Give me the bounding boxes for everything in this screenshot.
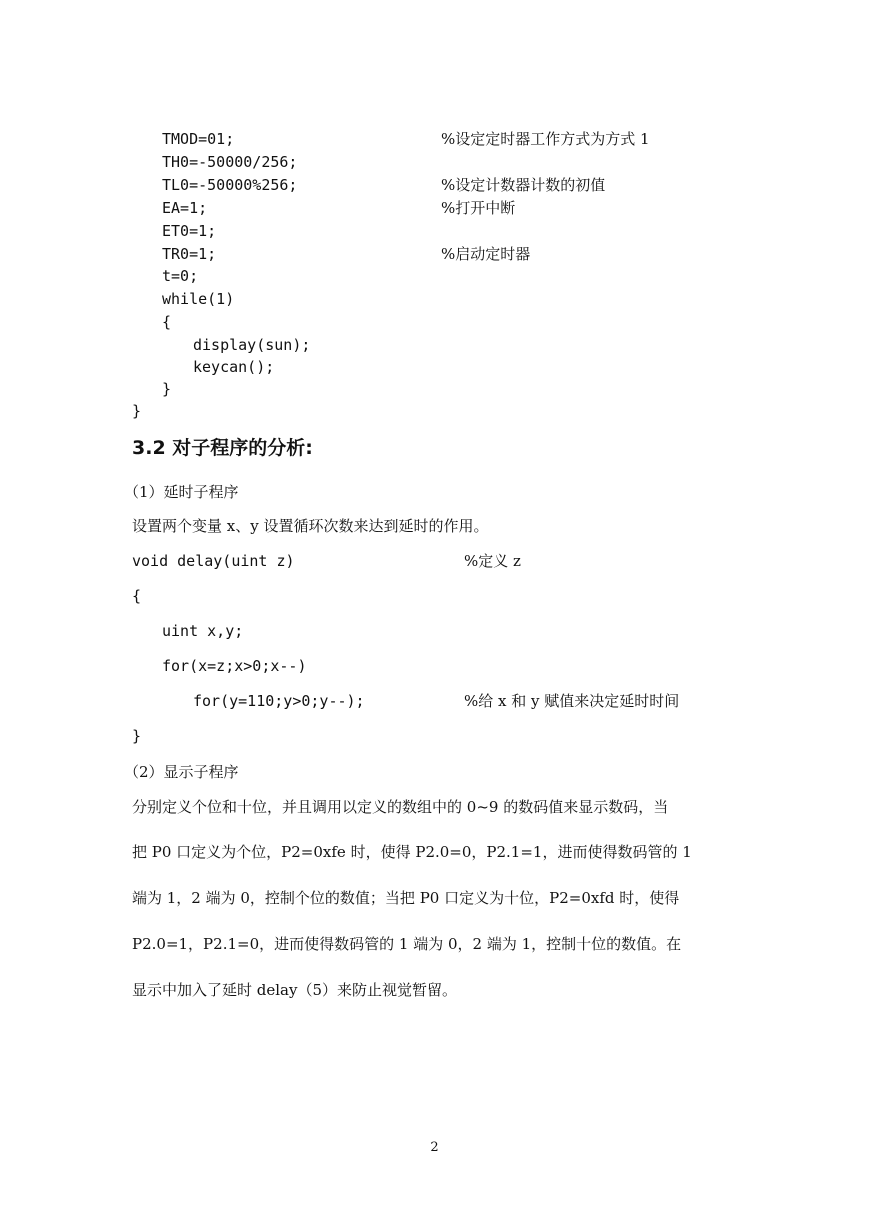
code-line-keycan: keycan(); <box>193 358 275 376</box>
paragraph-line: 端为 1，2 端为 0，控制个位的数值；当把 P0 口定义为十位，P2=0xfd 时，使得 <box>132 889 680 907</box>
page-number: 2 <box>430 1140 439 1155</box>
comment-tmod: %设定定时器工作方式为方式 1 <box>441 130 650 148</box>
subsection-2-title: （2）显示子程序 <box>124 763 239 781</box>
code-line-tl0: TL0=-50000%256; <box>162 176 298 194</box>
code-line-outer-close-brace: } <box>132 402 142 420</box>
comment-assign-xy: %给 x 和 y 赋值来决定延时时间 <box>464 692 680 710</box>
paragraph-line: 把 P0 口定义为个位，P2=0xfe 时，使得 P2.0=0，P2.1=1，进而使得数码管的 1 <box>132 843 692 861</box>
code-line-t: t=0; <box>162 267 199 285</box>
code-line-display: display(sun); <box>193 336 311 354</box>
code-line-et0: ET0=1; <box>162 222 217 240</box>
code-line-for-y: for(y=110;y>0;y--); <box>193 692 365 710</box>
code-line-ea: EA=1; <box>162 199 208 217</box>
code-line-tr0: TR0=1; <box>162 245 217 263</box>
code-line-th0: TH0=-50000/256; <box>162 153 298 171</box>
code-line-tmod: TMOD=01; <box>162 130 235 148</box>
code-line-for-x: for(x=z;x>0;x--) <box>162 657 307 675</box>
comment-define-z: %定义 z <box>464 552 521 570</box>
code-line-close-brace: } <box>162 380 172 398</box>
code-line-delay-open: { <box>132 587 142 605</box>
comment-ea: %打开中断 <box>441 199 516 217</box>
code-line-open-brace: { <box>162 313 172 331</box>
code-line-while: while(1) <box>162 290 235 308</box>
code-line-uint: uint x,y; <box>162 622 244 640</box>
comment-tl0: %设定计数器计数的初值 <box>441 176 606 194</box>
section-heading: 3.2 对子程序的分析: <box>132 437 313 459</box>
code-line-delay-signature: void delay(uint z) <box>132 552 295 570</box>
subsection-1-description: 设置两个变量 x、y 设置循环次数来达到延时的作用。 <box>132 517 489 535</box>
paragraph-line: 显示中加入了延时 delay（5）来防止视觉暂留。 <box>132 981 458 999</box>
comment-tr0: %启动定时器 <box>441 245 531 263</box>
subsection-1-title: （1）延时子程序 <box>124 483 239 501</box>
paragraph-line: P2.0=1，P2.1=0，进而使得数码管的 1 端为 0，2 端为 1，控制十位的数值。在 <box>132 935 682 953</box>
code-line-delay-close: } <box>132 727 142 745</box>
paragraph-line: 分别定义个位和十位，并且调用以定义的数组中的 0~9 的数码值来显示数码，当 <box>132 798 669 816</box>
